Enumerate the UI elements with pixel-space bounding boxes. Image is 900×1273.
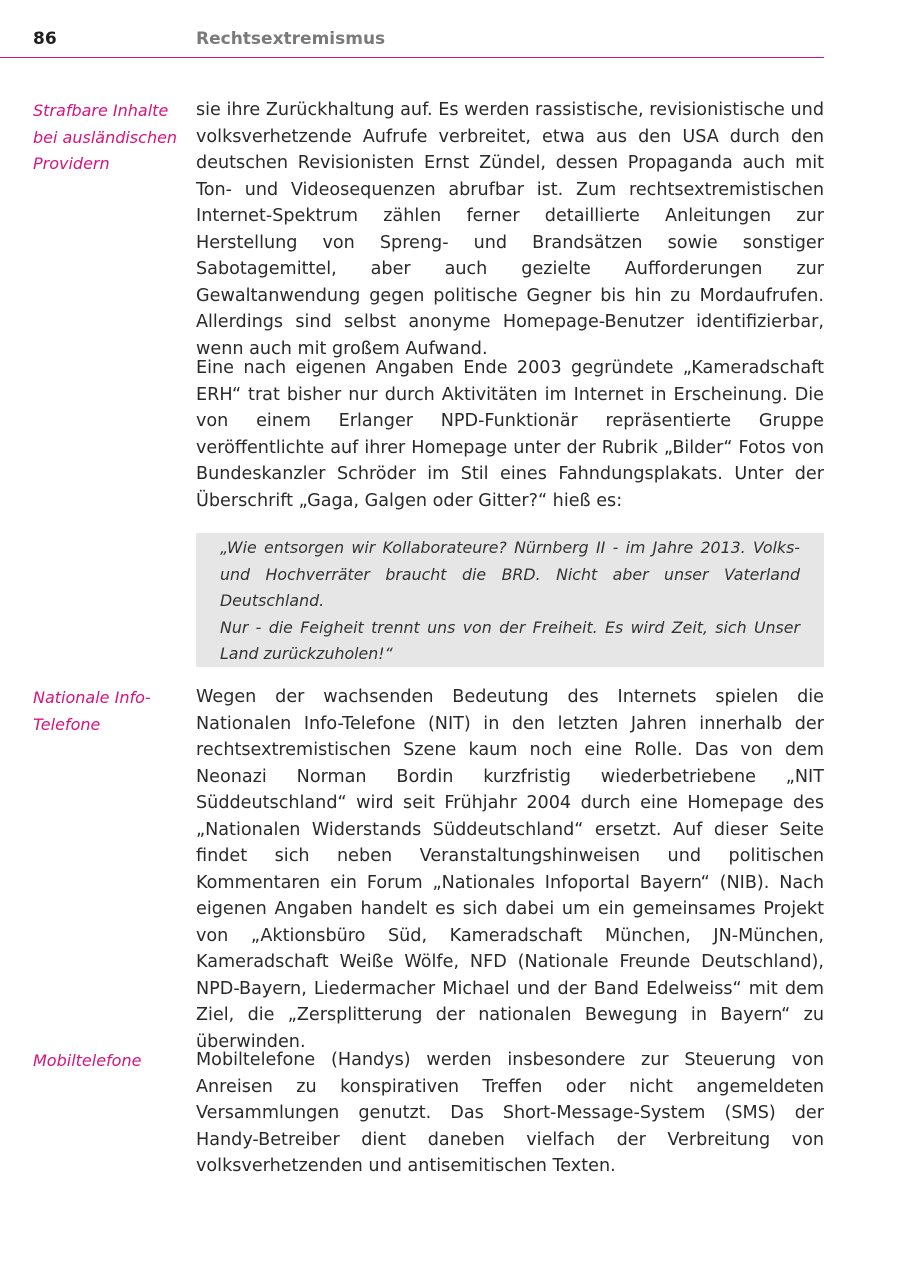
paragraph-3-text: Wegen der wachsenden Bedeutung des Internets spielen die Nationalen Info-Telefone (NIT) in den letzten Jahren innerhalb der rechtsextremistischen Szene kaum noch eine Rolle. Das von dem Neonazi Norman Bordin kurzfristig wiederbetriebene „NIT Süddeutschland“ wird seit Frühjahr 2004 durch eine Homepage des „Nationalen Widerstands Süddeutschland“ ersetzt. Auf dieser Seite findet sich neben Veranstaltungshinweisen und politischen Kommentaren ein Forum „Nationales Infoportal Bayern“ (NIB). Nach eigenen Angaben handelt es sich dabei um ein gemeinsames Projekt von „Aktionsbüro Süd, Kameradschaft München, JN-München, Kameradschaft Weiße Wölfe, NFD (Nationale Freunde Deutschland), NPD-Bayern, Liedermacher Michael und der Band Edelweiss“ mit dem Ziel, die „Zersplitterung der nationalen Bewegung in Bayern“ zu überwinden. <box>196 687 824 1052</box>
paragraph-1-text: sie ihre Zurückhaltung auf. Es werden rassistische, revisionistische und volksverhetzende Aufrufe verbreitet, etwa aus den USA durch den deutschen Revisionisten Ernst Zündel, dessen Propaganda auch mit Ton- und Videosequenzen abrufbar ist. Zum rechtsextremistischen Internet-Spektrum zählen ferner detaillierte Anleitungen zur Herstellung von Spreng- und Brandsätzen sowie sonstiger Sabotagemittel, aber auch gezielte Aufforderungen zur Gewaltanwendung gegen politische Gegner bis hin zu Mordaufrufen. Allerdings sind selbst anonyme Homepage-Benutzer identifizierbar, wenn auch mit großem Aufwand. <box>196 100 824 359</box>
quote-line-1: „Wie entsorgen wir Kollaborateure? Nürnberg II - im Jahre 2013. Volks- und Hochverräter braucht die BRD. Nicht aber unser Vaterland Deutschland. <box>220 538 800 610</box>
quote-line-2: Nur - die Feigheit trennt uns von der Freiheit. Es wird Zeit, sich Unser Land zurückzuholen!“ <box>220 617 800 663</box>
page-number: 86 <box>33 29 57 49</box>
margin-note-strafbare: Strafbare Inhalte bei ausländischen Providern <box>33 101 178 173</box>
running-title: Rechtsextremismus <box>196 29 386 49</box>
paragraph-2 <box>196 355 824 514</box>
paragraph-2-text: Eine nach eigenen Angaben Ende 2003 gegründete „Kameradschaft ERH“ trat bisher nur durch Aktivitäten im Internet in Erscheinung. Die von einem Erlanger NPD-Funktionär repräsentierte Gruppe veröffentlichte auf ihrer Homepage unter der Rubrik „Bilder“ Fotos von Bundeskanzler Schröder im Stil eines Fahndungsplakats. Unter der Überschrift „Gaga, Galgen oder Gitter?“ hieß es: <box>196 358 824 511</box>
paragraph-1 <box>196 97 824 362</box>
page-header <box>0 0 824 58</box>
paragraph-4-text: Mobiltelefone (Handys) werden insbesondere zur Steuerung von Anreisen zu konspirativen Treffen oder nicht angemeldeten Versammlungen genutzt. Das Short-Message-System (SMS) der Handy-Betreiber dient daneben vielfach der Verbreitung von volksverhetzenden und antisemitischen Texten. <box>196 1050 824 1176</box>
quote-box <box>196 533 824 667</box>
margin-note-mobil: Mobiltelefone <box>33 1051 142 1070</box>
margin-note-nationale: Nationale Info-Telefone <box>33 688 151 734</box>
paragraph-4 <box>196 1047 824 1180</box>
paragraph-3 <box>196 684 824 1055</box>
